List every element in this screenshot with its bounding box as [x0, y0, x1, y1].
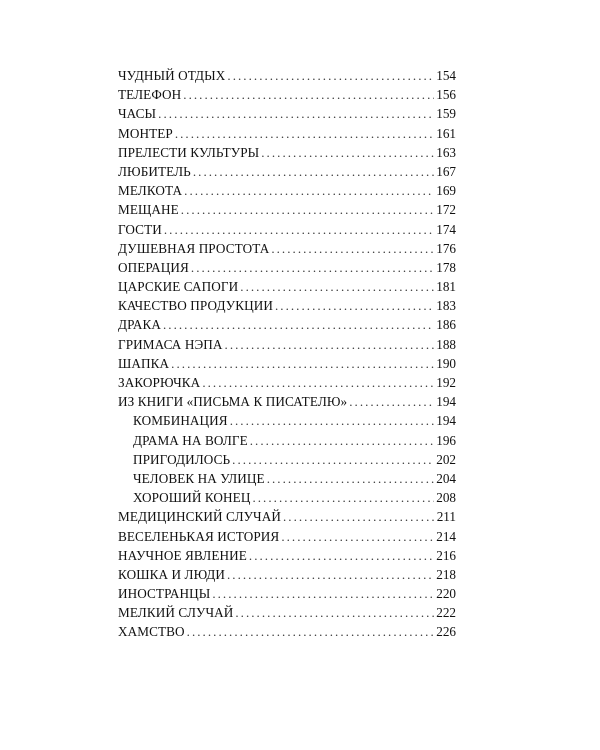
toc-dot-leader [225, 335, 435, 354]
toc-dot-leader [202, 373, 434, 392]
toc-entry [118, 488, 456, 507]
toc-dot-leader [261, 143, 434, 162]
toc-entry-page-number: 226 [436, 624, 456, 640]
toc-entry [118, 200, 456, 219]
toc-entry-title: КАЧЕСТВО ПРОДУКЦИИ [118, 298, 273, 314]
toc-entry-page-number: 176 [436, 240, 456, 256]
toc-entry-title: ТЕЛЕФОН [118, 87, 182, 103]
toc-entry-title: ХАМСТВО [118, 624, 185, 640]
toc-entry-page-number: 190 [436, 355, 456, 371]
toc-entry [118, 450, 456, 469]
toc-dot-leader [212, 584, 434, 603]
toc-entry-title: ЗАКОРЮЧКА [118, 375, 201, 390]
toc-entry-title: ДРАМА НА ВОЛГЕ [133, 432, 248, 448]
toc-dot-leader [349, 392, 434, 411]
toc-dot-leader [184, 181, 434, 200]
toc-entry-title: МОНТЕР [118, 125, 173, 141]
toc-entry-page-number: 220 [436, 586, 456, 602]
toc-entry [118, 507, 456, 526]
toc-entry-page-number: 222 [436, 605, 456, 621]
toc-dot-leader [227, 66, 434, 85]
toc-entry-title: ГОСТИ [118, 221, 162, 237]
toc-entry [118, 392, 456, 411]
toc-entry-page-number: 204 [436, 470, 456, 486]
toc-entry-page-number: 181 [436, 279, 456, 295]
toc-dot-leader [252, 488, 434, 507]
toc-entry-page-number: 154 [436, 68, 456, 83]
toc-entry-title: НАУЧНОЕ ЯВЛЕНИЕ [118, 547, 247, 563]
toc-dot-leader [171, 354, 434, 373]
toc-entry-title: МЕЩАНЕ [118, 202, 179, 218]
toc-entry-title: ЛЮБИТЕЛЬ [118, 163, 191, 179]
toc-dot-leader [230, 411, 435, 430]
toc-entry [118, 66, 456, 85]
toc-entry-page-number: 183 [436, 298, 456, 314]
toc-entry-title: КОШКА И ЛЮДИ [118, 566, 225, 582]
toc-entry-title: ИЗ КНИГИ «ПИСЬМА К ПИСАТЕЛЮ» [118, 394, 348, 410]
toc-dot-leader [267, 469, 435, 488]
toc-entry [118, 622, 456, 641]
toc-dot-leader [181, 200, 434, 219]
toc-dot-leader [191, 258, 434, 277]
toc-entry-page-number: 196 [436, 432, 456, 448]
toc-entry-title: ЧЕЛОВЕК НА УЛИЦЕ [133, 470, 265, 486]
toc-entry-page-number: 194 [436, 394, 456, 410]
toc-entry-title: ПРИГОДИЛОСЬ [133, 451, 231, 467]
toc-entry-title: МЕЛКИЙ СЛУЧАЙ [118, 605, 234, 621]
toc-entry-title: ЧУДНЫЙ ОТДЫХ [118, 68, 226, 83]
toc-entry [118, 315, 456, 334]
toc-entry [118, 258, 456, 277]
toc-dot-leader [275, 296, 434, 315]
toc-entry-page-number: 208 [436, 490, 456, 506]
toc-entry-page-number: 202 [436, 451, 456, 467]
toc-entry-title: ХОРОШИЙ КОНЕЦ [133, 490, 251, 506]
toc-dot-leader [187, 622, 435, 641]
toc-entry [118, 124, 456, 143]
toc-entry [118, 85, 456, 104]
toc-entry [118, 373, 456, 392]
toc-entry-title: ПРЕЛЕСТИ КУЛЬТУРЫ [118, 144, 260, 160]
toc-entry [118, 335, 456, 354]
toc-entry-page-number: 156 [436, 87, 456, 103]
toc-entry-page-number: 172 [436, 202, 456, 218]
toc-entry-page-number: 163 [436, 144, 456, 160]
toc-dot-leader [250, 431, 434, 450]
toc-entry-page-number: 161 [436, 125, 456, 141]
toc-entry-page-number: 169 [436, 183, 456, 199]
toc-entry [118, 277, 456, 296]
toc-entry-title: ЧАСЫ [118, 106, 157, 122]
toc-entry-title: ОПЕРАЦИЯ [118, 259, 189, 275]
toc-dot-leader [283, 507, 435, 526]
toc-entry [118, 162, 456, 181]
toc-entry-page-number: 186 [436, 317, 456, 333]
toc-entry-title: МЕЛКОТА [118, 183, 183, 199]
toc-entry-title: КОМБИНАЦИЯ [133, 413, 228, 429]
toc-entry [118, 181, 456, 200]
toc-entry-title: ИНОСТРАНЦЫ [118, 586, 211, 602]
toc-dot-leader [271, 239, 434, 258]
toc-entry [118, 104, 456, 123]
toc-entry-page-number: 174 [436, 221, 456, 237]
toc-dot-leader [164, 220, 434, 239]
toc-entry [118, 143, 456, 162]
toc-dot-leader [235, 603, 434, 622]
toc-dot-leader [232, 450, 434, 469]
toc-dot-leader [227, 565, 434, 584]
toc-entry-page-number: 167 [436, 163, 456, 179]
toc-entry [118, 527, 456, 546]
toc-dot-leader [175, 124, 434, 143]
toc-entry-page-number: 194 [436, 413, 456, 429]
toc-entry [118, 469, 456, 488]
toc-dot-leader [240, 277, 434, 296]
toc-entry-title: ГРИМАСА НЭПА [118, 336, 223, 352]
table-of-contents [118, 66, 456, 642]
toc-entry-title: ДУШЕВНАЯ ПРОСТОТА [118, 240, 270, 256]
toc-entry-page-number: 214 [436, 528, 456, 544]
toc-entry [118, 220, 456, 239]
toc-entry-title: ЦАРСКИЕ САПОГИ [118, 279, 239, 295]
toc-entry-page-number: 218 [436, 566, 456, 582]
toc-entry [118, 603, 456, 622]
toc-entry-page-number: 216 [436, 547, 456, 563]
toc-dot-leader [158, 104, 434, 123]
toc-dot-leader [249, 546, 434, 565]
toc-dot-leader [183, 85, 434, 104]
toc-entry [118, 239, 456, 258]
toc-entry-page-number: 192 [436, 375, 456, 390]
toc-entry-page-number: 211 [436, 509, 456, 525]
toc-dot-leader [163, 315, 434, 334]
toc-entry-title: ШАПКА [118, 355, 170, 371]
toc-entry-title: МЕДИЦИНСКИЙ СЛУЧАЙ [118, 509, 281, 525]
toc-entry [118, 546, 456, 565]
toc-entry-title: ВЕСЕЛЕНЬКАЯ ИСТОРИЯ [118, 528, 280, 544]
toc-entry [118, 431, 456, 450]
toc-entry [118, 296, 456, 315]
toc-entry-title: ДРАКА [118, 317, 161, 333]
toc-entry [118, 584, 456, 603]
toc-entry [118, 565, 456, 584]
toc-entry [118, 411, 456, 430]
toc-dot-leader [281, 527, 434, 546]
toc-entry-page-number: 188 [436, 336, 456, 352]
toc-entry-page-number: 178 [436, 259, 456, 275]
toc-dot-leader [193, 162, 434, 181]
toc-entry [118, 354, 456, 373]
toc-entry-page-number: 159 [436, 106, 456, 122]
